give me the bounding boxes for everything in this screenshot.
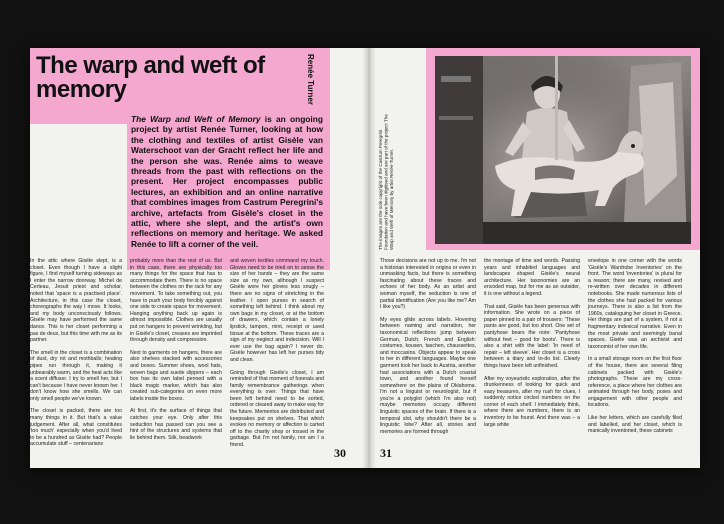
paragraph: Like her letters, which are carefully filed and labelled, and her closet, which is manically inventoried, these cabinets	[588, 415, 682, 435]
paragraph: the montage of time and words. Passing years and inhabited languages and landscapes shaped Gisèle's neural architecture. Her taxonomies are an encoded map, but for me as an outsider, it is one without a legend.	[484, 258, 580, 297]
paragraph: Next to garments on hangers, there are also shelves stacked with accessories and boxes. Summer shoes, wool hats, woven bags and suede slippers – each box has its own label penned with a black magic marker, which has also created sub-categories on even more labels inside the boxes.	[130, 349, 222, 402]
left-column-3	[230, 258, 324, 455]
magazine-spread	[30, 48, 700, 468]
right-column-1	[380, 258, 476, 441]
archive-photo	[435, 56, 691, 244]
right-column-3	[588, 258, 682, 441]
page-number-right: 31	[380, 446, 392, 460]
intro-block	[127, 110, 330, 270]
paragraph: In the attic where Gisèle slept, is a closet. Even though I have a slight figure, I find myself turning sideways as I enter the narrow doorway. Michel de Certeau, Jesuit priest and scholar, noted that 'space is a practised place'. Architecture, in this case the closet, choreographs the way I move. It looks, and my body unconsciously follows. Gisèle may have performed the same dance. This is her closet performing a pas de deux, but this time with me as its partner.	[30, 258, 122, 344]
article-author: Renée Turner	[306, 54, 315, 105]
paragraph: My eyes glide across labels. Hovering between naming and narration, her taxonomical reflections jump between German, Dutch, French and English: costumes, kousen, taschen, chaussettes, and moccasins. Objects appear to speak to her in different languages. Maybe one garment took her back to Austria, another had associations with a Dutch coastal town, and another found herself somewhere on the plains of Oklahoma. I'm not a linguist or neurologist, but if you're a polyglot (which I'm also not) maybe memories occupy different linguistic spaces of the brain. If there is a temporal slot, why shouldn't there be a linguistic lobe? After all, stories and memories are formed through	[380, 316, 476, 435]
paragraph: In a small storage room on the first floor of the house, there are several filing cabinets packed with Gisèle's photographs. These are my cross-reference, a place where her clothes are animated through her body, poses and engagement with other people and locations.	[588, 356, 682, 409]
paragraph: envelope in one corner with the words 'Gisèle's Wardrobe Inventories' on the front. The word 'inventories' is plural for a reason; there are many, revised and re-written over decades in different notebooks. She made numerous lists of the clothes she had packed for various journeys. There is also a list from the 1960s, cataloguing her closet in Greece. Her things are part of a system, if not a fragmentary indexical narrative. Even in the most private and seemingly banal spaces, Gisèle was an archivist and taxonomist of her own life.	[588, 258, 682, 350]
photo-frame	[426, 48, 700, 250]
left-column-2	[130, 258, 222, 447]
paragraph: That said, Gisèle has been generous with information. She wrote on a piece of paper pinned to a pair of trousers: 'These pants are good, but too short. One set of pantyhose bears the note: 'Pantyhose without feet – good for boots'. There is also a shirt with the label: 'In need of repair – left sleeve'. Her closet is a cross between a diary and to-do list. Clearly things have been left unfinished.	[484, 303, 580, 369]
paragraph: The smell in the closet is a combination of dust, dry rot and mothballs; heating pipes run through it, making it unbearably warm, and the heat acts like a scent diffuser. I try to smell her, but I can't because I have never known her. I don't know how she smells. We can only smell people we've known.	[30, 349, 122, 402]
article-title: The warp and weft of memory	[36, 52, 265, 103]
paragraph: and woven textiles command my touch. Gloves need to be tried on to sense the size of her hands – they are the same size as my own, although I suspect Gisèle wore her gloves less snugly – there are no signs of stretching in the leather. I open purses in search of something left behind. I think about my own bags in my closet, or at the bottom of drawers, which contain a lonely lipstick, tampon, mint, receipt or used tissue at the bottom. These traces are a sign of my neglect and indecision. Will I ever use the bag again? I never do. Gisèle however has left her purses tidy and clean.	[230, 258, 324, 363]
intro-text	[131, 114, 323, 249]
intro-body: is an ongoing project by artist Renée Turner, looking at how the clothing and textiles of artist Gisèle van Waterschoot van der Gracht reflect her life and the person she was. Renée aims to weave threads from the past with reflections on the present. Her project encompasses public lectures, an exhibition and an online narrative that combines images from Castrum Peregrini's archive, artefacts from Gisèle's closet in the attic, where she slept, and the artist's own reflections on memory and heritage. We asked Renée to lift a corner of the veil.	[131, 114, 323, 249]
paragraph: Those decisions are not up to me. I'm not a historian interested in origins or even in unmasking facts, but there is something fascinating about these traces and echoes of her body. As an artist and woman myself, the seduction is one of partial identification (Are you like me? Am I like you?)	[380, 258, 476, 311]
right-column-2	[484, 258, 580, 434]
paragraph: After my voyeuristic exploration, after the drunkenness of looking for quick and easy treasures, after my rush for clues, I suddenly notice circled numbers on the corner of each shelf. I immediately think, where there are numbers, there is an inventory to be found. And there was – a large white	[484, 375, 580, 428]
left-column-1	[30, 258, 122, 454]
right-page	[376, 48, 700, 468]
photo-caption: The images are the sole copyright of the Castrum Peregrini Foundation and have been digitised and are part of the project The Warp and Weft of Memory by artist Renée Turner.	[378, 114, 394, 250]
page-number-left: 30	[334, 446, 346, 460]
paragraph: At first, it's the surface of things that catches your eye. Only after this seduction has passed can you see a hint of the structures and systems that lie behind them. Silk, beadwork	[130, 408, 222, 441]
paragraph: The closet is packed, there are too many things in it. But that's a value judgement. After all, what constitutes 'too much' especially when you'd lived to be a hundred as Gisèle had? People accumulate stuff – centenarians	[30, 408, 122, 448]
spine-fold	[362, 48, 376, 468]
paragraph: Going through Gisèle's closet, I am reminded of that moment of funerals and family remembrance gatherings when everything is over. Things that have been left behind need to be sorted, ordered or cleared away to make way for the future. Mementos are distributed and keepsakes put on shelves. That which evokes no memory or affection is carted off to the charity shop or tossed in the garbage. But I'm not family, nor am I a friend.	[230, 369, 324, 449]
intro-project-title: The Warp and Weft of Memory	[131, 114, 261, 124]
paragraph: probably more than the rest of us. But in this case, there are physically too many things for the space that has to accommodate them. There is no space between the clothes on the rack for any movement. To take something out, you have to push your body forcibly against one side to create space for movement. Hanging anything back up again is almost impossible. Clothes are usually put on hangers to prevent wrinkling, but in Gisèle's closet, creases are imprinted through density and compression.	[130, 258, 222, 344]
left-page	[30, 48, 362, 468]
